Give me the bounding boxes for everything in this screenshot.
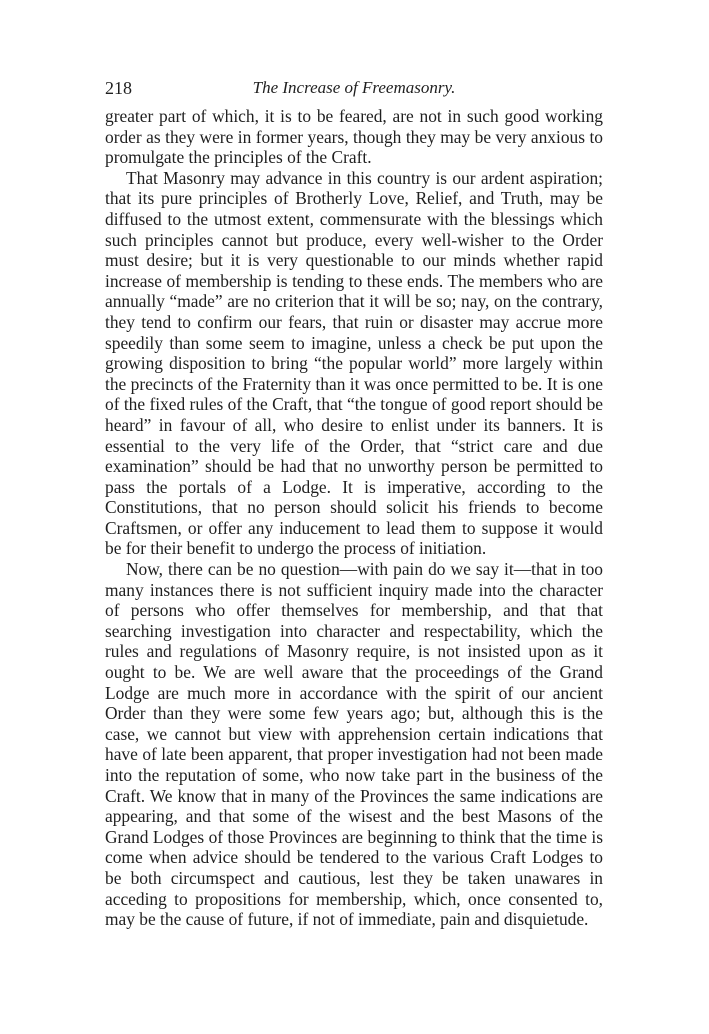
body-text xyxy=(105,106,603,930)
page-number: 218 xyxy=(105,78,132,98)
paragraph-2: That Masonry may advance in this country is our ardent aspiration; that its pure principles of Brotherly Love, Relief, and Truth, may be diffused to the utmost extent, commensurate with the blessings which such principles cannot but produce, every well-wisher to the Order must desire; but it is very questionable to our minds whether rapid increase of membership is tending to these ends. The members who are annually “made” are no criterion that it will be so; nay, on the contrary, they tend to confirm our fears, that ruin or disaster may accrue more speedily than some seem to imagine, unless a check be put upon the growing disposition to bring “the popular world” more largely within the precincts of the Fraternity than it was once permitted to be. It is one of the fixed rules of the Craft, that “the tongue of good report should be heard” in favour of all, who desire to enlist under its banners. It is essential to the very life of the Order, that “strict care and due examination” should be had that no unworthy person be permitted to pass the portals of a Lodge. It is imperative, according to the Constitutions, that no person should solicit his friends to become Craftsmen, or offer any inducement to lead them to suppose it would be for their benefit to undergo the process of initiation. xyxy=(105,167,603,559)
paragraph-3: Now, there can be no question—with pain do we say it—that in too many instances there is not sufficient inquiry made into the character of persons who offer themselves for membership, and that that searching investigation into character and respectability, which the rules and regulations of Masonry require, is not insisted upon as it ought to be. We are well aware that the proceedings of the Grand Lodge are much more in accordance with the spirit of our ancient Order than they were some few years ago; but, although this is the case, we cannot but view with apprehension certain indications that have of late been apparent, that proper investigation had not been made into the reputation of some, who now take part in the business of the Craft. We know that in many of the Provinces the same indications are appearing, and that some of the wisest and the best Masons of the Grand Lodges of those Provinces are beginning to think that the time is come when advice should be tendered to the various Craft Lodges to be both circumspect and cautious, lest they be taken unawares in acceding to propositions for membership, which, once consented to, may be the cause of future, if not of immediate, pain and disquietude. xyxy=(105,559,603,930)
running-title: The Increase of Freemasonry. xyxy=(252,78,456,97)
book-page xyxy=(105,78,603,930)
running-head xyxy=(105,78,603,106)
paragraph-1: greater part of which, it is to be feared, are not in such good working order as they were in former years, though they may be very anxious to promulgate the principles of the Craft. xyxy=(105,106,603,168)
